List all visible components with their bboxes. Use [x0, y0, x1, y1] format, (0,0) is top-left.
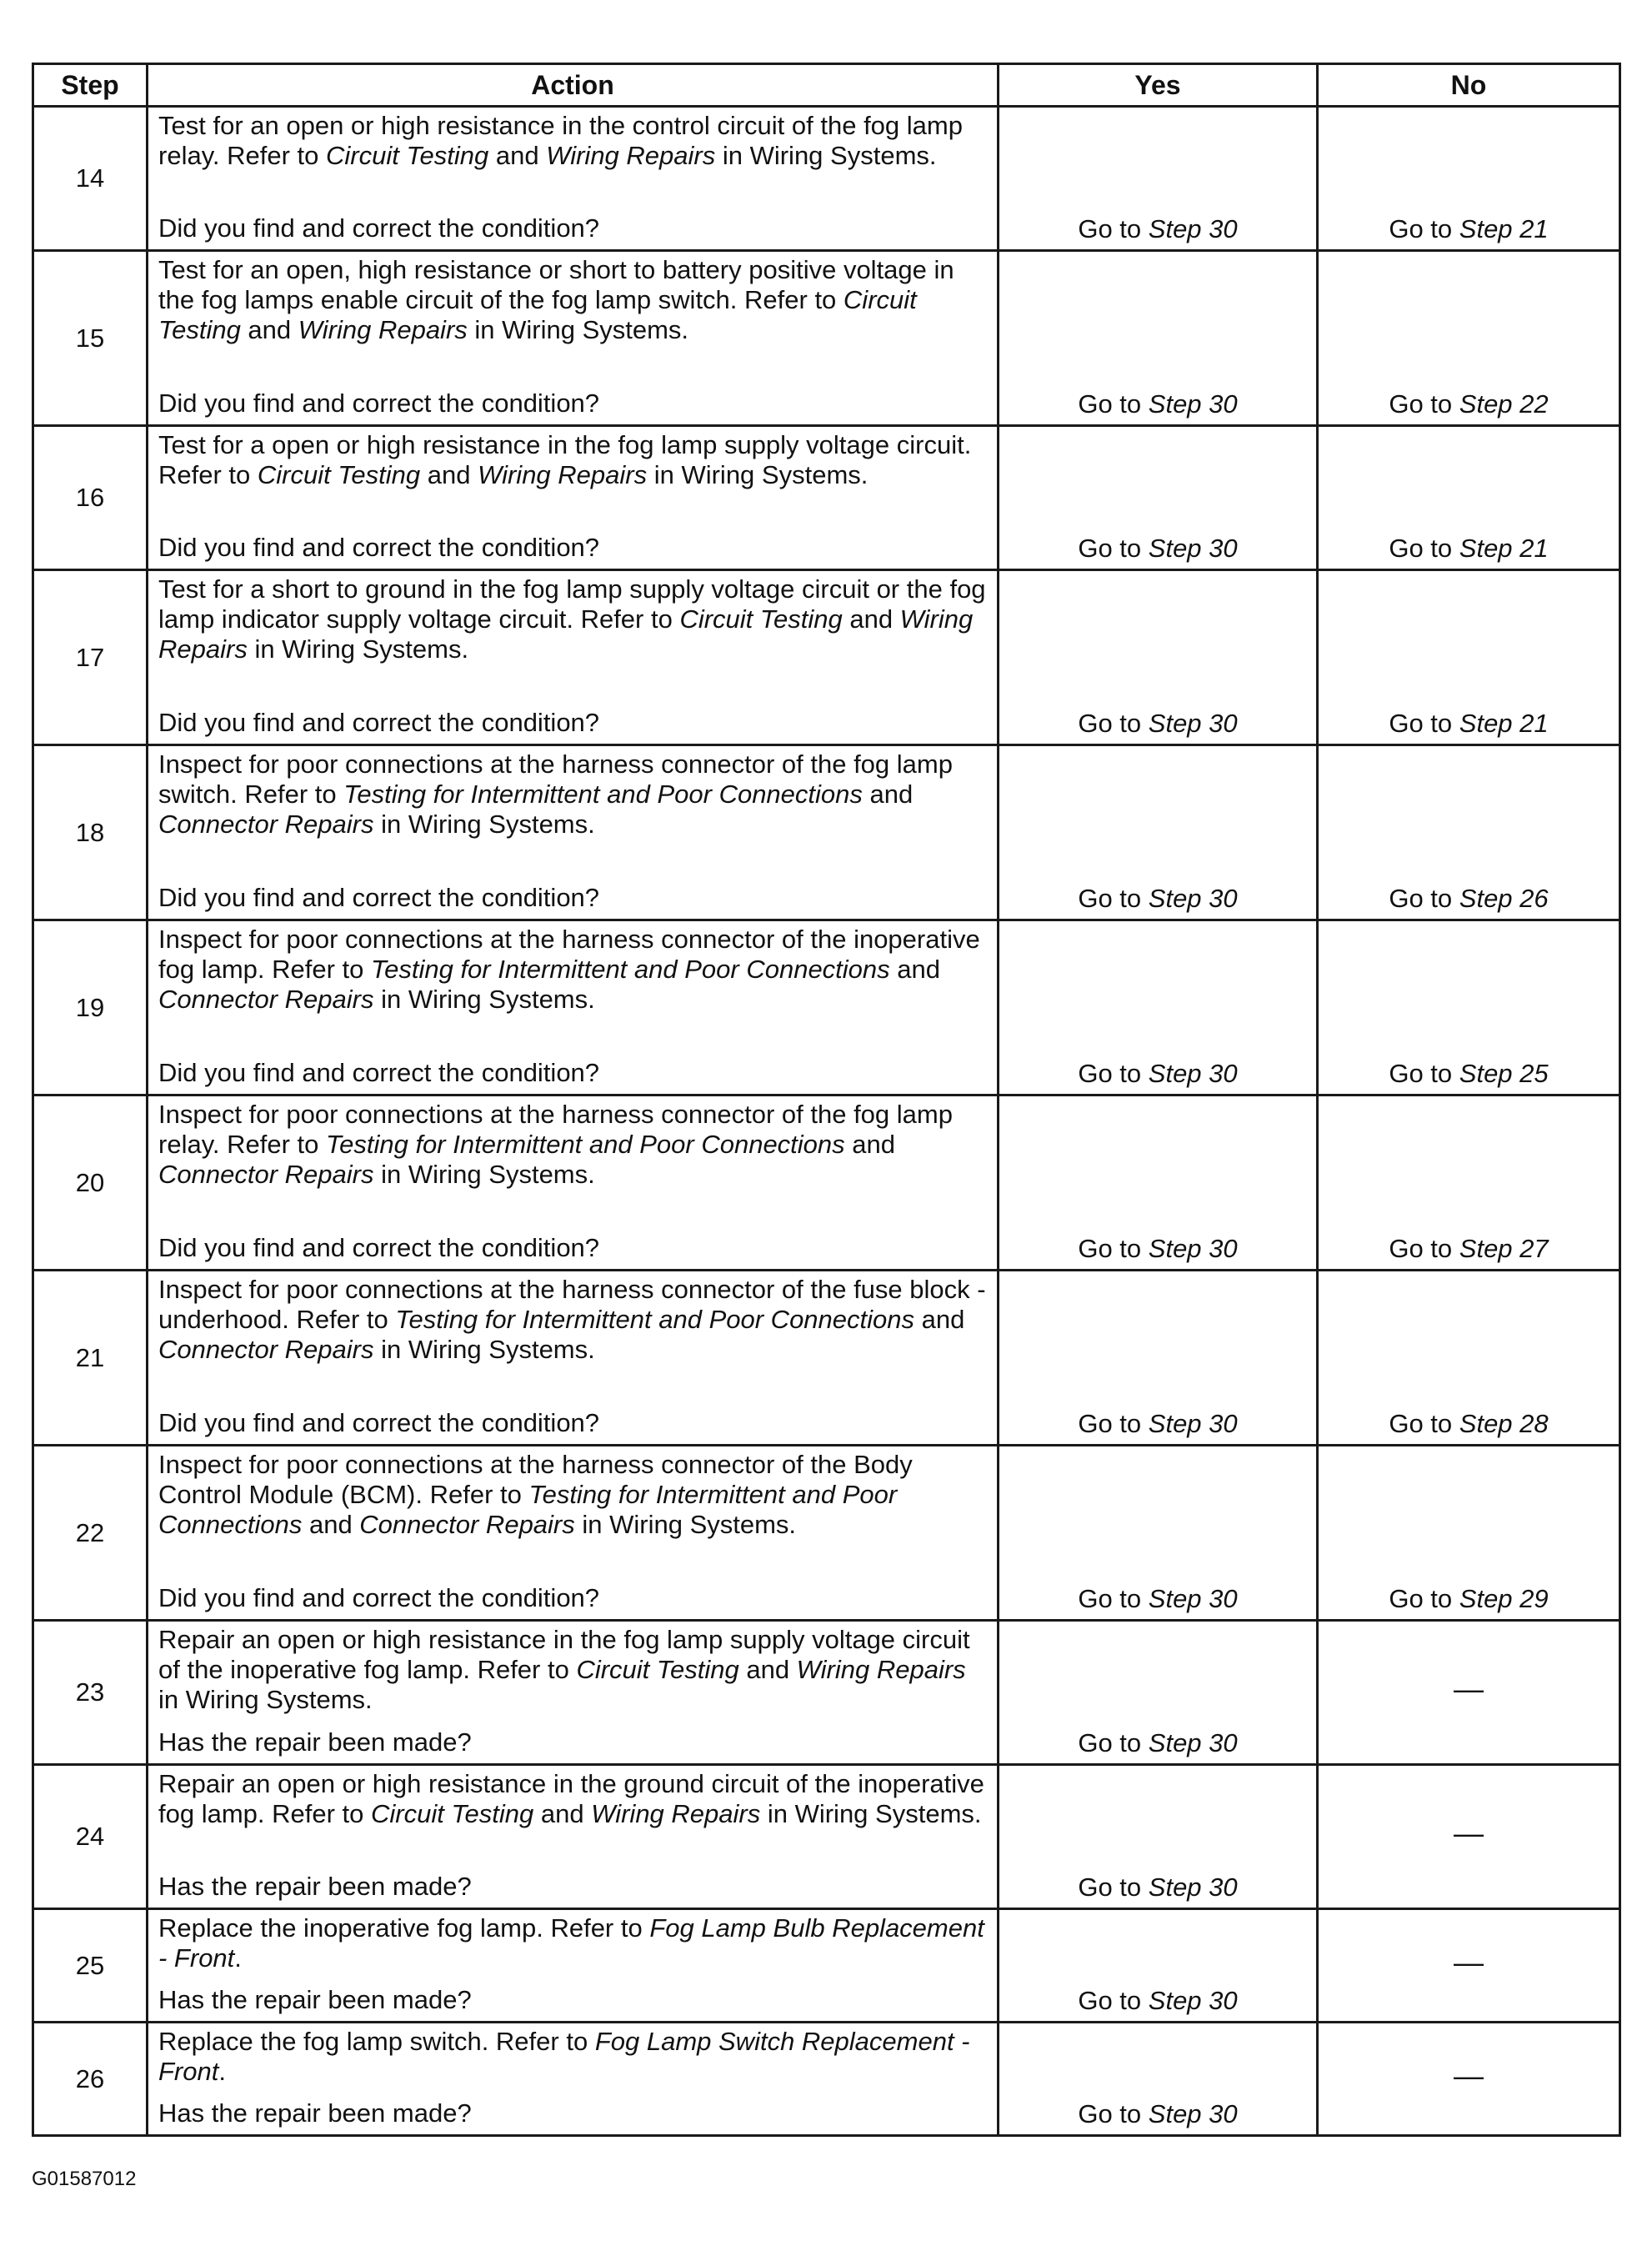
action-text-segment: Repair an open or high resistance in the fog lamp supply voltage circuit of the inoperative fog lamp. Refer to [158, 1625, 970, 1684]
reference-link-text: Connector Repairs [158, 985, 374, 1014]
goto-label: Go to [1078, 534, 1149, 563]
step-number: 16 [33, 426, 148, 570]
action-cell [148, 2023, 999, 2136]
action-cell [148, 251, 999, 426]
goto-label: Go to [1078, 2099, 1149, 2128]
goto-label: Go to [1078, 1059, 1149, 1088]
table-row [33, 107, 1620, 251]
reference-link-text: Wiring Repairs [591, 1799, 761, 1828]
yes-result [999, 1271, 1318, 1446]
figure-id: G01587012 [32, 2168, 137, 2190]
action-text [158, 2027, 987, 2087]
reference-link-text: Testing for Intermittent and Poor Connections [158, 1480, 898, 1539]
action-cell [148, 1621, 999, 1765]
header-step: Step [33, 64, 148, 107]
action-text-segment: in Wiring Systems. [760, 1799, 982, 1828]
action-text-segment: in Wiring Systems. [647, 460, 869, 489]
action-text [158, 1769, 987, 1829]
goto-step-ref: Step 30 [1148, 1986, 1238, 2015]
yes-result [999, 251, 1318, 426]
step-number: 24 [33, 1765, 148, 1909]
goto-step-ref: Step 29 [1459, 1584, 1549, 1613]
step-number: 17 [33, 570, 148, 745]
goto-label: Go to [1078, 709, 1149, 738]
goto-label: Go to [1389, 389, 1459, 419]
action-text [158, 1100, 987, 1190]
action-text-segment: in Wiring Systems. [715, 141, 937, 170]
table-row [33, 251, 1620, 426]
not-applicable-dash: — [1454, 1944, 1484, 1979]
action-question: Did you find and correct the condition? [158, 708, 600, 737]
action-cell [148, 1271, 999, 1446]
action-text-segment: in Wiring Systems. [158, 1685, 373, 1714]
action-text-segment: Inspect for poor connections at the harness connector of the fog lamp switch. Refer to [158, 750, 953, 809]
no-result [1318, 1765, 1620, 1909]
yes-result [999, 426, 1318, 570]
goto-step-ref: Step 21 [1459, 214, 1549, 243]
step-number: 14 [33, 107, 148, 251]
action-question: Has the repair been made? [158, 2098, 472, 2128]
table-row [33, 745, 1620, 920]
goto-label: Go to [1389, 884, 1459, 913]
action-text-segment: and [240, 315, 298, 344]
action-text [158, 1450, 987, 1540]
no-result [1318, 745, 1620, 920]
action-text-segment: in Wiring Systems. [467, 315, 689, 344]
table-body [33, 107, 1620, 2136]
not-applicable-dash: — [1454, 1816, 1484, 1850]
goto-step-ref: Step 30 [1148, 534, 1238, 563]
action-cell [148, 745, 999, 920]
action-text-segment: and [862, 780, 914, 809]
action-text-segment: . [234, 1943, 242, 1973]
action-cell [148, 1095, 999, 1271]
goto-step-ref: Step 30 [1148, 709, 1238, 738]
goto-label: Go to [1389, 1234, 1459, 1263]
action-text-segment: and [889, 955, 941, 984]
action-cell [148, 570, 999, 745]
action-text-segment: in Wiring Systems. [373, 1335, 595, 1364]
yes-result [999, 1446, 1318, 1621]
action-text [158, 574, 987, 664]
goto-label: Go to [1078, 1873, 1149, 1902]
step-number: 18 [33, 745, 148, 920]
yes-result [999, 107, 1318, 251]
reference-link-text: Testing for Intermittent and Poor Connections [395, 1305, 915, 1334]
table-row [33, 1446, 1620, 1621]
no-result [1318, 426, 1620, 570]
goto-label: Go to [1078, 1234, 1149, 1263]
diagnostic-table [32, 63, 1621, 2137]
goto-step-ref: Step 30 [1148, 884, 1238, 913]
action-cell [148, 920, 999, 1095]
step-number: 25 [33, 1909, 148, 2023]
goto-step-ref: Step 30 [1148, 1234, 1238, 1263]
action-text [158, 430, 987, 490]
goto-label: Go to [1389, 1584, 1459, 1613]
goto-label: Go to [1078, 1728, 1149, 1757]
action-text [158, 925, 987, 1015]
action-text-segment: in Wiring Systems. [373, 985, 595, 1014]
action-text-segment: in Wiring Systems. [574, 1510, 797, 1539]
step-number: 19 [33, 920, 148, 1095]
action-question: Did you find and correct the condition? [158, 533, 600, 562]
table-row [33, 1621, 1620, 1765]
table-row [33, 1765, 1620, 1909]
action-text-segment: in Wiring Systems. [373, 810, 595, 839]
action-text-segment: and [420, 460, 478, 489]
action-text-segment: in Wiring Systems. [373, 1160, 595, 1189]
action-question: Did you find and correct the condition? [158, 213, 600, 243]
table-row [33, 426, 1620, 570]
action-text-segment: Inspect for poor connections at the harness connector of the fuse block - underhood. Refer to [158, 1275, 986, 1334]
reference-link-text: Connector Repairs [158, 1335, 374, 1364]
yes-result [999, 1095, 1318, 1271]
reference-link-text: Circuit Testing [576, 1655, 739, 1684]
reference-link-text: Testing for Intermittent and Poor Connections [326, 1130, 845, 1159]
action-text [158, 255, 987, 345]
reference-link-text: Circuit Testing [679, 604, 843, 634]
action-question: Did you find and correct the condition? [158, 1408, 600, 1437]
goto-label: Go to [1078, 1986, 1149, 2015]
goto-step-ref: Step 28 [1459, 1409, 1549, 1438]
table-row [33, 1909, 1620, 2023]
reference-link-text: Testing for Intermittent and Poor Connections [371, 955, 890, 984]
action-text [158, 1625, 987, 1715]
action-cell [148, 1765, 999, 1909]
goto-label: Go to [1389, 709, 1459, 738]
goto-step-ref: Step 25 [1459, 1059, 1549, 1088]
action-text-segment: Test for a short to ground in the fog lamp supply voltage circuit or the fog lamp indicator supply voltage circuit. Refer to [158, 574, 986, 634]
action-text [158, 750, 987, 840]
goto-step-ref: Step 30 [1148, 1728, 1238, 1757]
action-text-segment: Test for an open or high resistance in the control circuit of the fog lamp relay. Refer to [158, 111, 963, 170]
goto-step-ref: Step 26 [1459, 884, 1549, 913]
reference-link-text: Wiring Repairs [546, 141, 716, 170]
no-result [1318, 570, 1620, 745]
yes-result [999, 920, 1318, 1095]
table-row [33, 1271, 1620, 1446]
no-result [1318, 920, 1620, 1095]
reference-link-text: Wiring Repairs [796, 1655, 966, 1684]
step-number: 21 [33, 1271, 148, 1446]
goto-label: Go to [1078, 1409, 1149, 1438]
not-applicable-dash: — [1454, 2058, 1484, 2093]
reference-link-text: Connector Repairs [359, 1510, 575, 1539]
action-text-segment: Test for a open or high resistance in the fog lamp supply voltage circuit. Refer to [158, 430, 972, 489]
action-text-segment: and [738, 1655, 797, 1684]
action-question: Did you find and correct the condition? [158, 1583, 600, 1612]
action-cell [148, 1446, 999, 1621]
reference-link-text: Fog Lamp Bulb Replacement - Front [158, 1913, 984, 1973]
goto-step-ref: Step 22 [1459, 389, 1549, 419]
no-result [1318, 251, 1620, 426]
action-question: Did you find and correct the condition? [158, 1058, 600, 1087]
step-number: 23 [33, 1621, 148, 1765]
action-text [158, 1275, 987, 1365]
yes-result [999, 1909, 1318, 2023]
action-text-segment: and [842, 604, 900, 634]
table-row [33, 920, 1620, 1095]
yes-result [999, 1621, 1318, 1765]
action-text-segment: in Wiring Systems. [247, 634, 469, 664]
no-result [1318, 1095, 1620, 1271]
reference-link-text: Connector Repairs [158, 810, 374, 839]
step-number: 15 [33, 251, 148, 426]
goto-step-ref: Step 30 [1148, 1059, 1238, 1088]
action-text-segment: Inspect for poor connections at the harness connector of the fog lamp relay. Refer to [158, 1100, 953, 1159]
reference-link-text: Circuit Testing [158, 285, 917, 344]
goto-step-ref: Step 30 [1148, 2099, 1238, 2128]
action-text-segment: Test for an open, high resistance or short to battery positive voltage in the fog lamps enable circuit of the fog lamp switch. Refer to [158, 255, 954, 314]
action-question: Has the repair been made? [158, 1872, 472, 1901]
action-cell [148, 107, 999, 251]
step-number: 20 [33, 1095, 148, 1271]
goto-step-ref: Step 30 [1148, 389, 1238, 419]
reference-link-text: Connector Repairs [158, 1160, 374, 1189]
action-text-segment: and [533, 1799, 592, 1828]
reference-link-text: Wiring Repairs [478, 460, 648, 489]
action-text-segment: Repair an open or high resistance in the ground circuit of the inoperative fog lamp. Refer to [158, 1769, 984, 1828]
action-cell [148, 1909, 999, 2023]
yes-result [999, 2023, 1318, 2136]
table-header-row [33, 64, 1620, 107]
not-applicable-dash: — [1454, 1672, 1484, 1706]
reference-link-text: Wiring Repairs [158, 604, 974, 664]
step-number: 26 [33, 2023, 148, 2136]
goto-label: Go to [1389, 1059, 1459, 1088]
action-text-segment: Inspect for poor connections at the harness connector of the Body Control Module (BCM). Refer to [158, 1450, 913, 1509]
goto-label: Go to [1078, 389, 1149, 419]
goto-label: Go to [1389, 214, 1459, 243]
goto-label: Go to [1078, 884, 1149, 913]
reference-link-text: Circuit Testing [326, 141, 489, 170]
action-cell [148, 426, 999, 570]
reference-link-text: Testing for Intermittent and Poor Connections [343, 780, 863, 809]
goto-label: Go to [1078, 214, 1149, 243]
no-result [1318, 1621, 1620, 1765]
goto-step-ref: Step 21 [1459, 709, 1549, 738]
yes-result [999, 1765, 1318, 1909]
action-text-segment: and [302, 1510, 360, 1539]
goto-label: Go to [1078, 1584, 1149, 1613]
table-row [33, 2023, 1620, 2136]
goto-step-ref: Step 30 [1148, 1584, 1238, 1613]
table-row [33, 1095, 1620, 1271]
goto-step-ref: Step 27 [1459, 1234, 1549, 1263]
action-text-segment: . [218, 2057, 226, 2086]
no-result [1318, 1909, 1620, 2023]
goto-step-ref: Step 30 [1148, 1409, 1238, 1438]
reference-link-text: Circuit Testing [257, 460, 421, 489]
reference-link-text: Wiring Repairs [298, 315, 468, 344]
action-question: Did you find and correct the condition? [158, 883, 600, 912]
action-text-segment: Replace the inoperative fog lamp. Refer to [158, 1913, 650, 1943]
header-no: No [1318, 64, 1620, 107]
header-action: Action [148, 64, 999, 107]
action-text-segment: and [914, 1305, 965, 1334]
goto-step-ref: Step 30 [1148, 214, 1238, 243]
table-row [33, 570, 1620, 745]
action-text-segment: Replace the fog lamp switch. Refer to [158, 2027, 595, 2056]
action-question: Did you find and correct the condition? [158, 389, 600, 418]
goto-step-ref: Step 21 [1459, 534, 1549, 563]
step-number: 22 [33, 1446, 148, 1621]
goto-label: Go to [1389, 534, 1459, 563]
no-result [1318, 2023, 1620, 2136]
action-text-segment: and [488, 141, 547, 170]
yes-result [999, 745, 1318, 920]
action-text [158, 111, 987, 171]
header-yes: Yes [999, 64, 1318, 107]
action-text-segment: and [844, 1130, 896, 1159]
action-text [158, 1913, 987, 1973]
no-result [1318, 107, 1620, 251]
no-result [1318, 1446, 1620, 1621]
goto-step-ref: Step 30 [1148, 1873, 1238, 1902]
reference-link-text: Circuit Testing [371, 1799, 534, 1828]
goto-label: Go to [1389, 1409, 1459, 1438]
action-text-segment: Inspect for poor connections at the harness connector of the inoperative fog lamp. Refer to [158, 925, 980, 984]
no-result [1318, 1271, 1620, 1446]
yes-result [999, 570, 1318, 745]
reference-link-text: Fog Lamp Switch Replacement - Front [158, 2027, 970, 2086]
action-question: Did you find and correct the condition? [158, 1233, 600, 1262]
action-question: Has the repair been made? [158, 1727, 472, 1757]
action-question: Has the repair been made? [158, 1985, 472, 2014]
